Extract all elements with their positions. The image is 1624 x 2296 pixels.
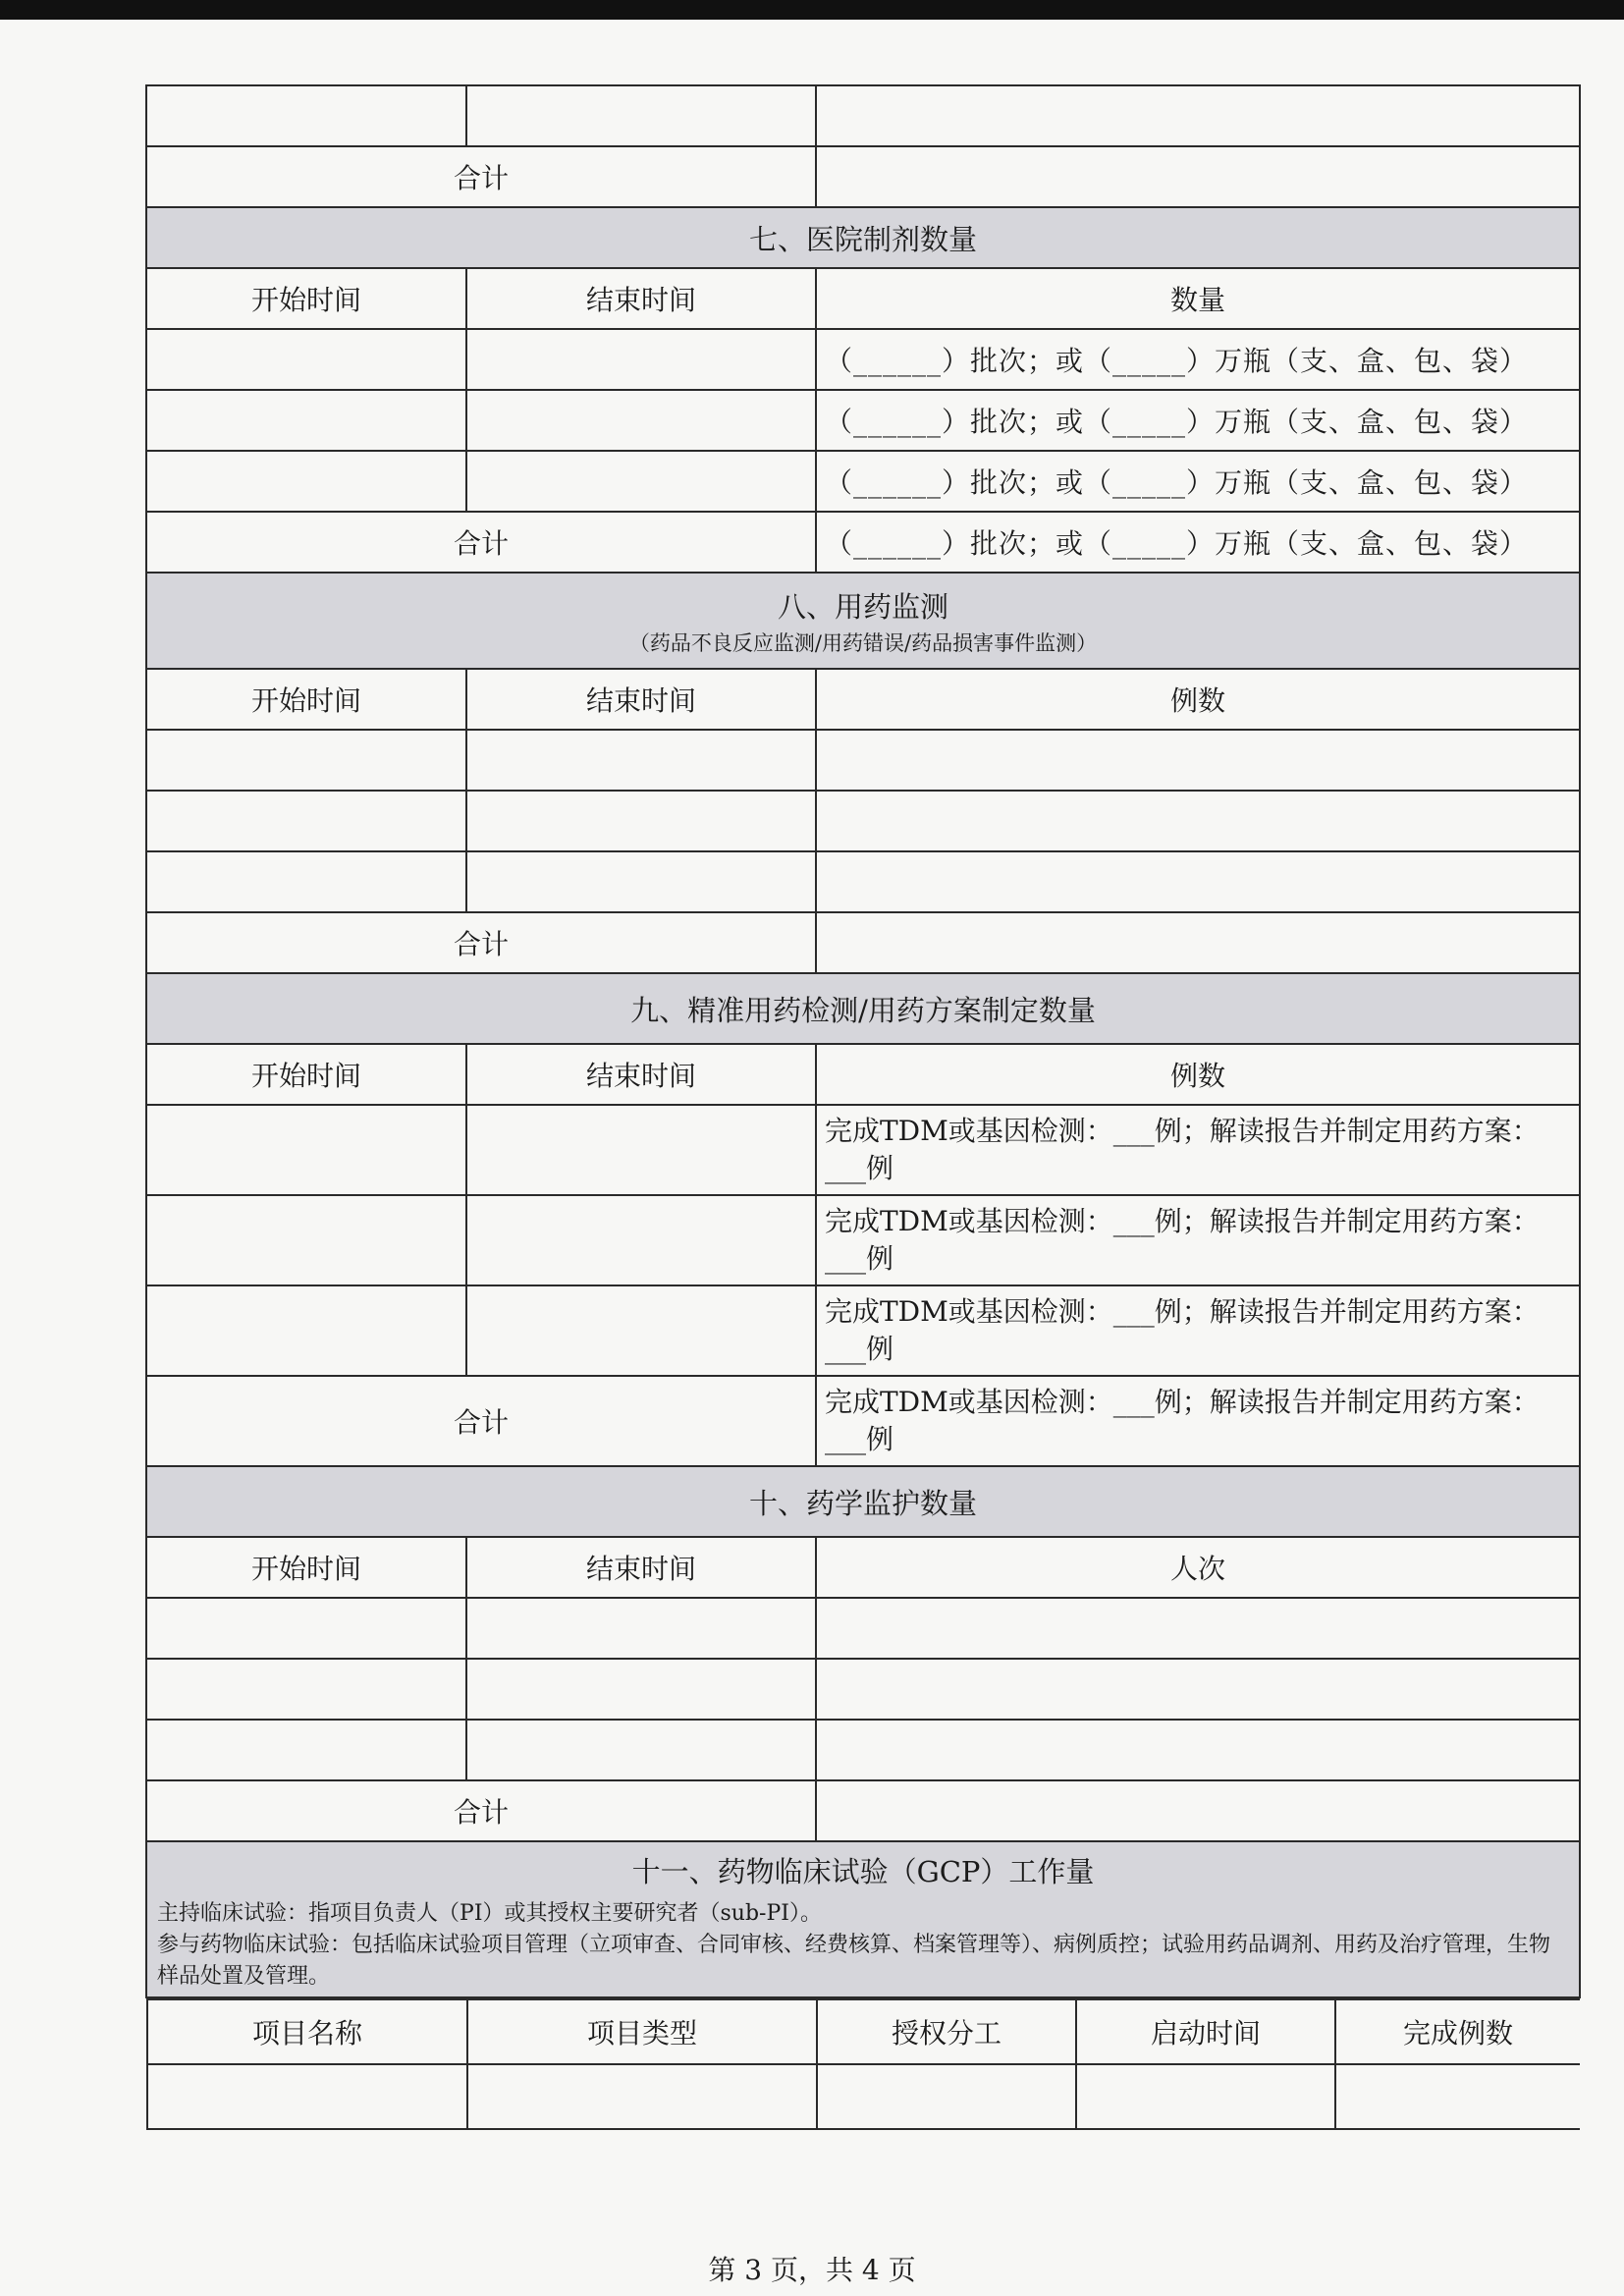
end-time-header: 结束时间 [466, 1044, 816, 1105]
gcp-header-row [147, 1999, 1580, 2064]
cases-header: 例数 [816, 1044, 1580, 1105]
tdm-cell[interactable]: 完成TDM或基因检测：___例；解读报告并制定用药方案：___例 [816, 1376, 1580, 1466]
join-text: ：包括临床试验项目管理（立项审查、合同审核、经费核算、档案管理等）、病例质控；试验用药品调剂、用药及治疗管理，生物样品处置及管理。 [157, 1933, 1551, 1989]
table-row [146, 1105, 1580, 1195]
page-footer: 第 3 页，共 4 页 [708, 2254, 916, 2286]
quantity-cell[interactable]: （______）批次；或（_____）万瓶（支、盒、包、袋） [816, 451, 1580, 512]
end-time-cell[interactable] [466, 390, 816, 451]
total-value-cell[interactable] [816, 146, 1580, 207]
start-date-cell[interactable] [1076, 2064, 1335, 2129]
total-label: 合计 [146, 912, 816, 973]
column-header-row [146, 1537, 1580, 1598]
end-time-cell[interactable] [466, 1598, 816, 1659]
scan-top-edge [0, 0, 1624, 20]
cases-header: 例数 [816, 669, 1580, 730]
start-time-cell[interactable] [146, 730, 466, 791]
total-label: 合计 [146, 1376, 816, 1466]
end-time-cell[interactable] [466, 1720, 816, 1780]
start-time-cell[interactable] [146, 1659, 466, 1720]
start-date-header: 启动时间 [1076, 1999, 1335, 2064]
quantity-cell[interactable]: （______）批次；或（_____）万瓶（支、盒、包、袋） [816, 329, 1580, 390]
table-row [146, 791, 1580, 851]
section-title: 七、医院制剂数量 [146, 207, 1580, 268]
start-time-cell[interactable] [146, 1598, 466, 1659]
quantity-cell[interactable]: （______）批次；或（_____）万瓶（支、盒、包、袋） [816, 512, 1580, 573]
end-time-cell[interactable] [466, 730, 816, 791]
end-time-cell[interactable] [466, 851, 816, 912]
end-time-cell[interactable] [466, 329, 816, 390]
section-subtitle: （药品不良反应监测/用药错误/药品损害事件监测） [628, 630, 1098, 655]
table-row [146, 851, 1580, 912]
end-time-cell[interactable] [466, 791, 816, 851]
table-row [146, 1720, 1580, 1780]
start-time-cell[interactable] [146, 851, 466, 912]
project-name-cell[interactable] [147, 2064, 467, 2129]
total-row [146, 1780, 1580, 1841]
completed-cases-header: 完成例数 [1335, 1999, 1580, 2064]
end-time-cell[interactable] [466, 85, 816, 146]
authorized-role-cell[interactable] [817, 2064, 1076, 2129]
section-title: 十、药学监护数量 [146, 1466, 1580, 1537]
total-row [146, 912, 1580, 973]
table-row [146, 85, 1580, 146]
end-time-cell[interactable] [466, 1659, 816, 1720]
table-row [146, 1285, 1580, 1376]
table-row [146, 451, 1580, 512]
start-time-header: 开始时间 [146, 268, 466, 329]
table-row [146, 329, 1580, 390]
end-time-header: 结束时间 [466, 669, 816, 730]
section-11-header [146, 1841, 1580, 1997]
column-header-row [146, 1044, 1580, 1105]
start-time-cell[interactable] [146, 1720, 466, 1780]
end-time-header: 结束时间 [466, 1537, 816, 1598]
host-text: ：指项目负责人（PI）或其授权主要研究者（sub-PI）。 [287, 1901, 822, 1926]
start-time-cell[interactable] [146, 329, 466, 390]
total-value-cell[interactable] [816, 1780, 1580, 1841]
person-times-header: 人次 [816, 1537, 1580, 1598]
host-label: 主持临床试验 [157, 1901, 288, 1926]
gcp-host-note [157, 1898, 1569, 1930]
start-time-cell[interactable] [146, 791, 466, 851]
table-row [146, 730, 1580, 791]
start-time-cell[interactable] [146, 85, 466, 146]
total-row [146, 146, 1580, 207]
tdm-cell[interactable]: 完成TDM或基因检测：___例；解读报告并制定用药方案：___例 [816, 1195, 1580, 1285]
total-label: 合计 [146, 146, 816, 207]
start-time-cell[interactable] [146, 1285, 466, 1376]
section-7-header [146, 207, 1580, 268]
section-10-header [146, 1466, 1580, 1537]
column-header-row [146, 268, 1580, 329]
cases-cell[interactable] [816, 730, 1580, 791]
completed-cases-cell[interactable] [1335, 2064, 1580, 2129]
gcp-data-row [147, 2064, 1580, 2129]
end-time-cell[interactable] [466, 1195, 816, 1285]
section-title: 八、用药监测 [777, 589, 948, 624]
end-time-cell[interactable] [466, 451, 816, 512]
gcp-join-note [157, 1930, 1569, 1993]
person-times-cell[interactable] [816, 1659, 1580, 1720]
statistics-form-table [145, 84, 1581, 2130]
start-time-header: 开始时间 [146, 669, 466, 730]
table-row [146, 1659, 1580, 1720]
project-type-cell[interactable] [467, 2064, 817, 2129]
authorized-role-header: 授权分工 [817, 1999, 1076, 2064]
end-time-cell[interactable] [466, 1285, 816, 1376]
total-row [146, 512, 1580, 573]
person-times-cell[interactable] [816, 1720, 1580, 1780]
section-9-header [146, 973, 1580, 1044]
table-row [146, 390, 1580, 451]
table-row [146, 1195, 1580, 1285]
total-label: 合计 [146, 1780, 816, 1841]
section-8-header [146, 573, 1580, 669]
cases-cell[interactable] [816, 791, 1580, 851]
value-cell[interactable] [816, 85, 1580, 146]
total-value-cell[interactable] [816, 912, 1580, 973]
total-label: 合计 [146, 512, 816, 573]
end-time-cell[interactable] [466, 1105, 816, 1195]
section-title: 十一、药物临床试验（GCP）工作量 [631, 1855, 1095, 1888]
quantity-cell[interactable]: （______）批次；或（_____）万瓶（支、盒、包、袋） [816, 390, 1580, 451]
table-row [146, 1598, 1580, 1659]
start-time-cell[interactable] [146, 451, 466, 512]
start-time-cell[interactable] [146, 1195, 466, 1285]
project-type-header: 项目类型 [467, 1999, 817, 2064]
gcp-table-row [146, 1997, 1580, 2130]
end-time-header: 结束时间 [466, 268, 816, 329]
section-title: 九、精准用药检测/用药方案制定数量 [146, 973, 1580, 1044]
join-label: 参与药物临床试验 [157, 1933, 331, 1957]
start-time-cell[interactable] [146, 390, 466, 451]
gcp-table [146, 1998, 1580, 2130]
tdm-cell[interactable]: 完成TDM或基因检测：___例；解读报告并制定用药方案：___例 [816, 1285, 1580, 1376]
start-time-header: 开始时间 [146, 1044, 466, 1105]
total-row [146, 1376, 1580, 1466]
cases-cell[interactable] [816, 851, 1580, 912]
column-header-row [146, 669, 1580, 730]
start-time-cell[interactable] [146, 1105, 466, 1195]
tdm-cell[interactable]: 完成TDM或基因检测：___例；解读报告并制定用药方案：___例 [816, 1105, 1580, 1195]
quantity-header: 数量 [816, 268, 1580, 329]
start-time-header: 开始时间 [146, 1537, 466, 1598]
project-name-header: 项目名称 [147, 1999, 467, 2064]
person-times-cell[interactable] [816, 1598, 1580, 1659]
